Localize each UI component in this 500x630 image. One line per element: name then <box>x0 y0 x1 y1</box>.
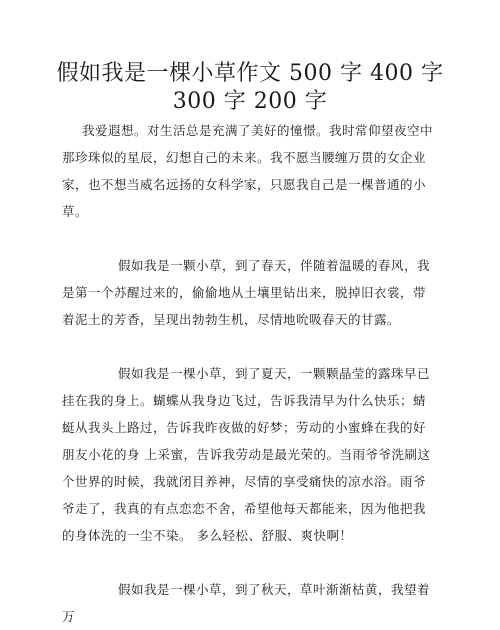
paragraph-spring: 假如我是一颗小草，到了春天，伴随着温暖的春风，我是第一个苏醒过来的，偷偷地从土壤里钻出来，脱掉旧衣裳，带着泥土的芳香，呈现出勃勃生机，尽情地吮吸春天的甘露。 <box>62 258 431 327</box>
paragraph-gap <box>62 225 438 252</box>
paragraph-gap <box>62 333 438 360</box>
paragraph-gap <box>62 549 438 576</box>
paragraph-autumn: 假如我是一棵小草，到了秋天，草叶渐渐枯黄，我望着万 <box>62 582 431 624</box>
paragraph-summer: 假如我是一棵小草，到了夏天，一颗颗晶莹的露珠早已挂在我的身上。蝴蝶从我身边飞过，告诉我清早为什么快乐；蜻蜓从我头上路过，告诉我昨夜做的好梦；劳动的小蜜蜂在我的好朋友小花的身 上采蜜，告诉我劳动是最光荣的。当雨爷爷洗刷这个世界的时候，我就闭目养神，尽情的享受痛快的凉水浴。雨爷爷走了，我真的有点恋恋不舍，希望他每天都能来，因为他把我的身体洗的一尘不染。 多么轻松、舒服、爽快啊！ <box>62 366 431 543</box>
title-line-2: 300 字 200 字 <box>172 89 328 114</box>
title-line-1: 假如我是一棵小草作文 500 字 400 字 <box>56 61 444 86</box>
paragraph-intro: 我爱遐想。对生活总是充满了美好的憧憬。我时常仰望夜空中那珍珠似的星辰，幻想自己的未来。我不愿当腰缠万贯的女企业家，也不想当威名远扬的女科学家，只愿我自己是一棵普通的小草。 <box>62 123 434 219</box>
document-body <box>62 117 438 630</box>
document-title <box>40 60 460 116</box>
